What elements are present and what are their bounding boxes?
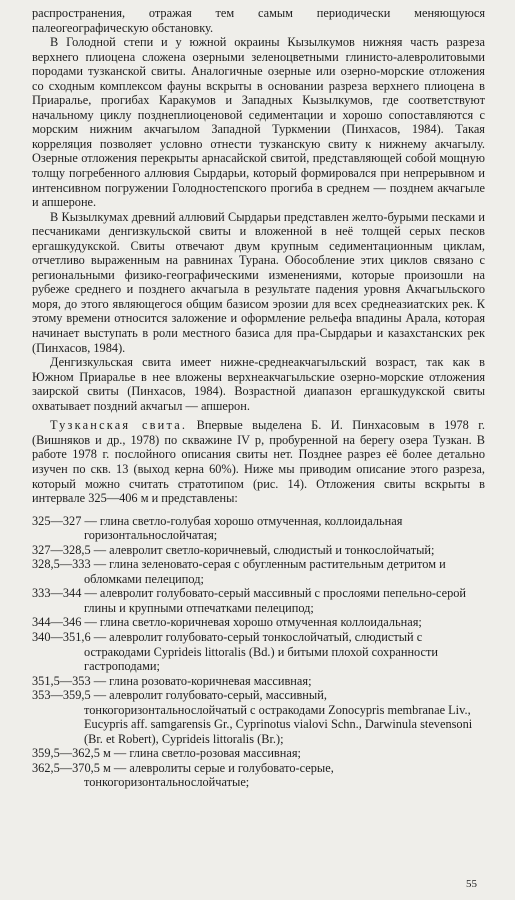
layer-depth: 325—327 — [32, 513, 82, 528]
layer-entry: 328,5—333 — глина зеленовато-серая с обугленным растительным детритом и обломками пелеципод; — [32, 557, 446, 586]
layer-description: глина светло-голубая хорошо отмученная, коллоидальная горизонтальнослойчатая; — [84, 513, 403, 543]
layer-entry: 362,5—370,5 м — алевролиты серые и голубовато-серые, тонкогоризонтальнослойчатые; — [32, 760, 334, 790]
layer-description: алевролиты серые и голубовато-серые, тонкогоризонтальнослойчатые; — [84, 760, 334, 790]
layer-description: алевролит голубовато-серый тонкослойчатый, слюдистый с остракодами Cyprideis littoralis (Bd.) и битыми плохой сохранности гастроподами; — [84, 629, 439, 674]
layer-depth: 359,5—362,5 м — [32, 746, 111, 761]
tuzkan-description: Впервые выделена Б. И. Пинхасовым в 1978 г. (Вишняков и др., 1978) по скважине IV р, пробуренной на берегу озера Тузкан. В работе 1978 г. послойного описания свиты нет. Позднее разрез её более детально изучен по скв. 13 (выход керна 60%). Ниже мы приводим описание этого разреза, который можно считать стратотипом (рис. 14). Отложения свиты вскрыты в интервале 325—406 м и представлены: — [32, 418, 485, 506]
paragraph-dengizkul-age: Денгизкульская свита имеет нижне-среднеакчагыльский возраст, так как в Южном Приаралье в нее вложены верхнеакчагыльские озерно-морские отложения заирской свиты (Пинхасов, 1984). Возрастной диапазон ергашкудукской свиты охватывает поздний акчагыл — апшерон. — [32, 355, 485, 413]
paragraph-kyzylkum-alluvium: В Кызылкумах древний аллювий Сырдарьи представлен желто-бурыми песками и песчаниками денгизкульской свиты и вложенной в неё толщей серых песков ергашкудукской. Свиты отвечают двум крупным седиментационным циклам, отчетливо выраженным на равнинах Турана. Обособление этих циклов связано с региональными физико-географическими изменениями, которые произошли на рубеже среднего и позднего акчагыла в результате падения уровня Акчагыльского моря, до этого являющегося общим базисом эрозии для всех среднеазиатских рек. К этому времени относится заложение и оформление рельефа впадины Арала, которая начинает выступать в роли местного базиса для пра-Сырдарьи и казахстанских рек (Пинхасов, 1984). — [32, 209, 485, 355]
paragraph-continued: распространения, отражая тем самым периодически меняющуюся палеогеографическую обстановку. — [32, 6, 485, 35]
layer-entry: 327—328,5 — алевролит светло-коричневый, слюдистый и тонкослойчатый; — [32, 542, 435, 557]
layer-entry: 353—359,5 — алевролит голубовато-серый, массивный, тонкогоризонтальнослойчатый с остракодами Zonocypris membranae Liv., Eucypris aff. samgarensis Gr., Cyprinotus vialovi Schn., Darwinula stevensoni (Br. et Robert), Cyprideis littoralis (Br.); — [32, 688, 473, 746]
layer-depth: 362,5—370,5 м — [32, 760, 111, 775]
layer-entry: 325—327 — глина светло-голубая хорошо отмученная, коллоидальная горизонтальнослойчатая; — [32, 513, 403, 543]
paragraph-tuzkan-suite — [32, 418, 485, 505]
layer-description: глина зеленовато-серая с обугленным растительным детритом и обломками пелеципод; — [84, 557, 446, 586]
layer-depth: 328,5—333 — [32, 557, 91, 572]
layer-description: глина розовато-коричневая массивная; — [109, 673, 312, 688]
page-number: 55 — [466, 878, 477, 890]
layer-depth: 340—351,6 — [32, 629, 91, 644]
layer-description: алевролит светло-коричневый, слюдистый и тонкослойчатый; — [109, 542, 435, 557]
layer-entry: 351,5—353 — глина розовато-коричневая массивная; — [32, 673, 312, 688]
layer-depth: 344—346 — [32, 615, 82, 630]
layer-depth: 333—344 — [32, 586, 82, 601]
layer-entry: 359,5—362,5 м — глина светло-розовая массивная; — [32, 746, 301, 761]
body-text — [32, 6, 485, 790]
layer-depth: 353—359,5 — [32, 688, 91, 703]
layer-description: алевролит голубовато-серый массивный с прослоями пепельно-серой глины и крупными отпечатками пелеципод; — [84, 586, 467, 615]
layer-entry: 333—344 — алевролит голубовато-серый массивный с прослоями пепельно-серой глины и крупными отпечатками пелеципод; — [32, 586, 467, 615]
section-heading-tuzkan: Тузканская свита. — [50, 418, 188, 433]
layer-description: глина светло-коричневая хорошо отмученная коллоидальная; — [99, 615, 422, 630]
layer-depth: 351,5—353 — [32, 673, 91, 688]
paragraph-golodnaya-steppe: В Голодной степи и у южной окраины Кызылкумов нижняя часть разреза верхнего плиоцена сложена озерными зеленоцветными глинисто-алевролитовыми породами тузканской свиты. Аналогичные озерные или озерно-морские отложения со сходным комплексом фауны вскрыты в основании разреза верхнего плиоцена в Приаралье, прогибах Каракумов и Западных Кызылкумов, где соответствуют начальному циклу позднеплиоценовой седиментации и хорошо сопоставляются с морским нижним акчагылом Западной Туркмении (Пинхасов, 1984). Такая корреляция позволяет условно отнести тузканскую свиту к нижнему акчагылу. Озерные отложения перекрыты арнасайской свитой, представляющей собой мощную толщу погребенного аллювия Сырдарьи, который формировался при непрерывном и интенсивном погружении Голодностепского прогиба в среднем — позднем акчагыле и апшероне. — [32, 35, 485, 210]
layer-entry: 340—351,6 — алевролит голубовато-серый тонкослойчатый, слюдистый с остракодами Cyprideis littoralis (Bd.) и битыми плохой сохранности гастроподами; — [32, 629, 439, 674]
layer-description: глина светло-розовая массивная; — [129, 746, 301, 761]
layer-depth: 327—328,5 — [32, 542, 91, 557]
layer-entry: 344—346 — глина светло-коричневая хорошо отмученная коллоидальная; — [32, 615, 422, 630]
layer-description: алевролит голубовато-серый, массивный, тонкогоризонтальнослойчатый с остракодами Zonocypris membranae Liv., Eucypris aff. samgarensis Gr., Cyprinotus vialovi Schn., Darwinula stevensoni (Br. et Robert), Cyprideis littoralis (Br.); — [84, 688, 473, 746]
